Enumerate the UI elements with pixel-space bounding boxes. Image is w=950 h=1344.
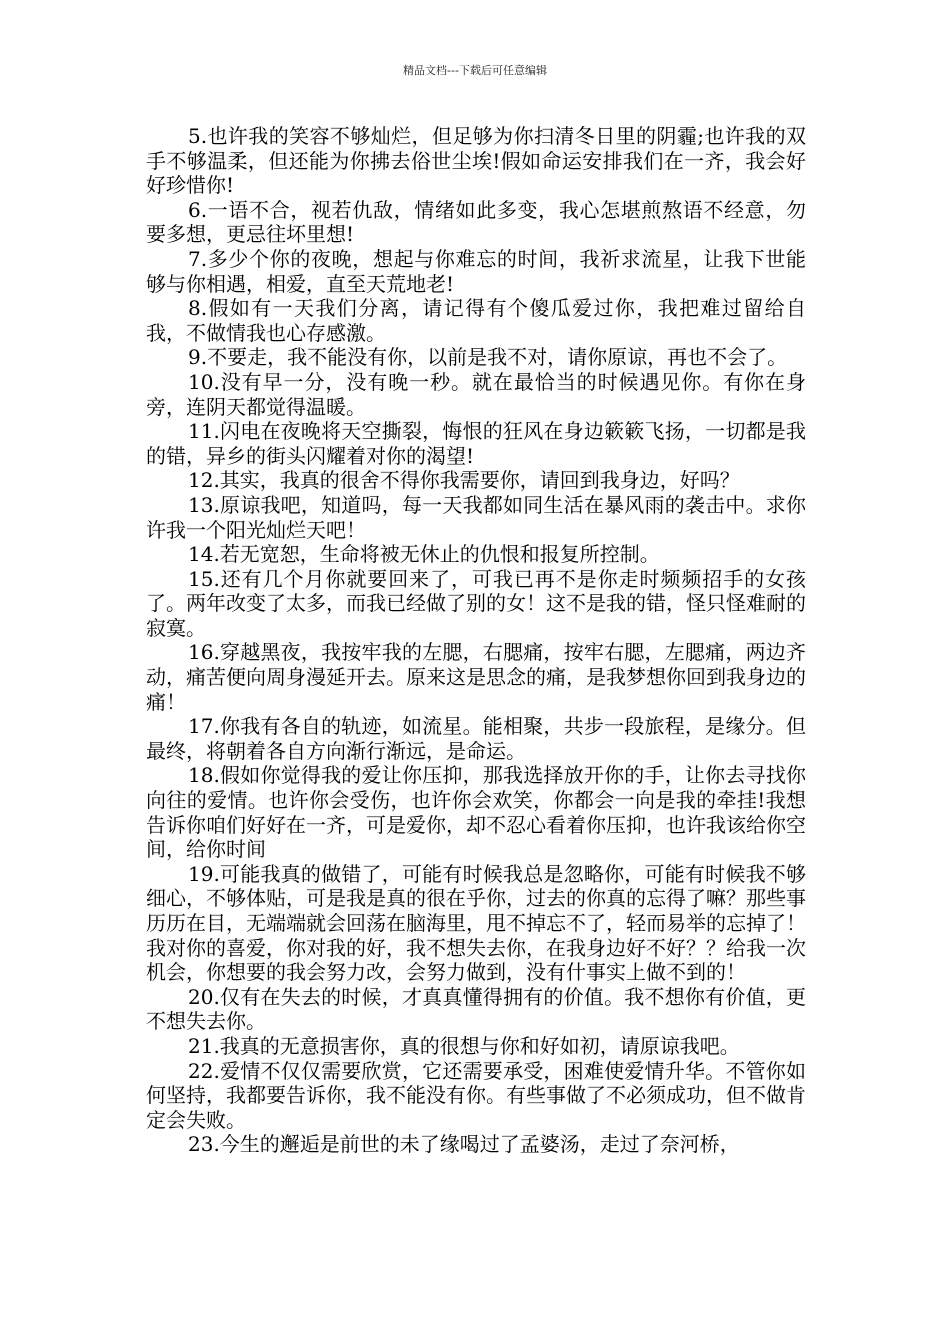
page-header: 精品文档---下载后可任意编辑 — [403, 64, 547, 77]
paragraph-10: 10.没有早一分，没有晚一秒。就在最恰当的时候遇见你。有你在身旁，连阴天都觉得温暖。 — [146, 369, 806, 419]
paragraph-13: 13.原谅我吧，知道吗，每一天我都如同生活在暴风雨的袭击中。求你许我一个阳光灿烂天吧！ — [146, 492, 806, 542]
paragraph-5: 5.也许我的笑容不够灿烂，但足够为你扫清冬日里的阴霾;也许我的双手不够温柔，但还能为你拂去俗世尘埃!假如命运安排我们在一齐，我会好好珍惜你! — [146, 124, 806, 198]
paragraph-12: 12.其实，我真的很舍不得你我需要你，请回到我身边，好吗？ — [188, 468, 740, 493]
paragraph-17: 17.你我有各自的轨迹，如流星。能相聚，共步一段旅程，是缘分。但最终，将朝着各自方向渐行渐远，是命运。 — [146, 714, 806, 763]
paragraph-20: 20.仅有在失去的时候，才真真懂得拥有的价值。我不想你有价值，更不想失去你。 — [146, 984, 806, 1034]
paragraph-6: 6.一语不合，视若仇敌，情绪如此多变，我心怎堪煎熬语不经意，勿要多想，更忌往坏里想! — [146, 197, 806, 247]
document-body — [146, 124, 806, 1157]
paragraph-14: 14.若无宽恕，生命将被无休止的仇恨和报复所控制。 — [188, 542, 660, 567]
paragraph-19: 19.可能我真的做错了，可能有时候我总是忽略你，可能有时候我不够细心，不够体贴，可是我是真的很在乎你，过去的你真的忘得了嘛？那些事历历在目，无端端就会回荡在脑海里，甩不掉忘不了，轻而易举的忘掉了！我对你的喜爱，你对我的好，我不想失去你，在我身边好不好？？给我一次机会，你想要的我会努力改，会努力做到，没有什事实上做不到的！ — [146, 861, 806, 985]
paragraph-22: 22.爱情不仅仅需要欣赏，它还需要承受，困难使爱情升华。不管你如何坚持，我都要告诉你，我不能没有你。有些事做了不必须成功，但不做肯定会失败。 — [146, 1058, 806, 1132]
paragraph-11: 11.闪电在夜晚将天空撕裂，悔恨的狂风在身边簌簌飞扬，一切都是我的错，异乡的街头闪耀着对你的渴望! — [146, 419, 806, 468]
paragraph-7: 7.多少个你的夜晚，想起与你难忘的时间，我祈求流星，让我下世能够与你相遇，相爱，直至天荒地老! — [146, 246, 806, 296]
paragraph-16: 16.穿越黑夜，我按牢我的左腮，右腮痛，按牢右腮，左腮痛，两边齐动，痛苦便向周身漫延开去。原来这是思念的痛，是我梦想你回到我身边的痛！ — [146, 640, 806, 714]
paragraph-15: 15.还有几个月你就要回来了，可我已再不是你走时频频招手的女孩了。两年改变了太多，而我已经做了别的女！这不是我的错，怪只怪难耐的寂寞。 — [146, 566, 806, 640]
paragraph-8: 8.假如有一天我们分离，请记得有个傻瓜爱过你，我把难过留给自我，不做情我也心存感激。 — [146, 296, 806, 345]
paragraph-21: 21.我真的无意损害你，真的很想与你和好如初，请原谅我吧。 — [188, 1033, 740, 1058]
paragraph-23: 23.今生的邂逅是前世的未了缘喝过了孟婆汤，走过了奈河桥， — [188, 1132, 740, 1157]
paragraph-9: 9.不要走，我不能没有你，以前是我不对，请你原谅，再也不会了。 — [188, 345, 788, 370]
paragraph-18: 18.假如你觉得我的爱让你压抑，那我选择放开你的手，让你去寻找你向往的爱情。也许你会受伤，也许你会欢笑，你都会一向是我的牵挂!我想告诉你咱们好好在一齐，可是爱你，却不忍心看着你压抑，也许我该给你空间，给你时间 — [146, 763, 806, 862]
